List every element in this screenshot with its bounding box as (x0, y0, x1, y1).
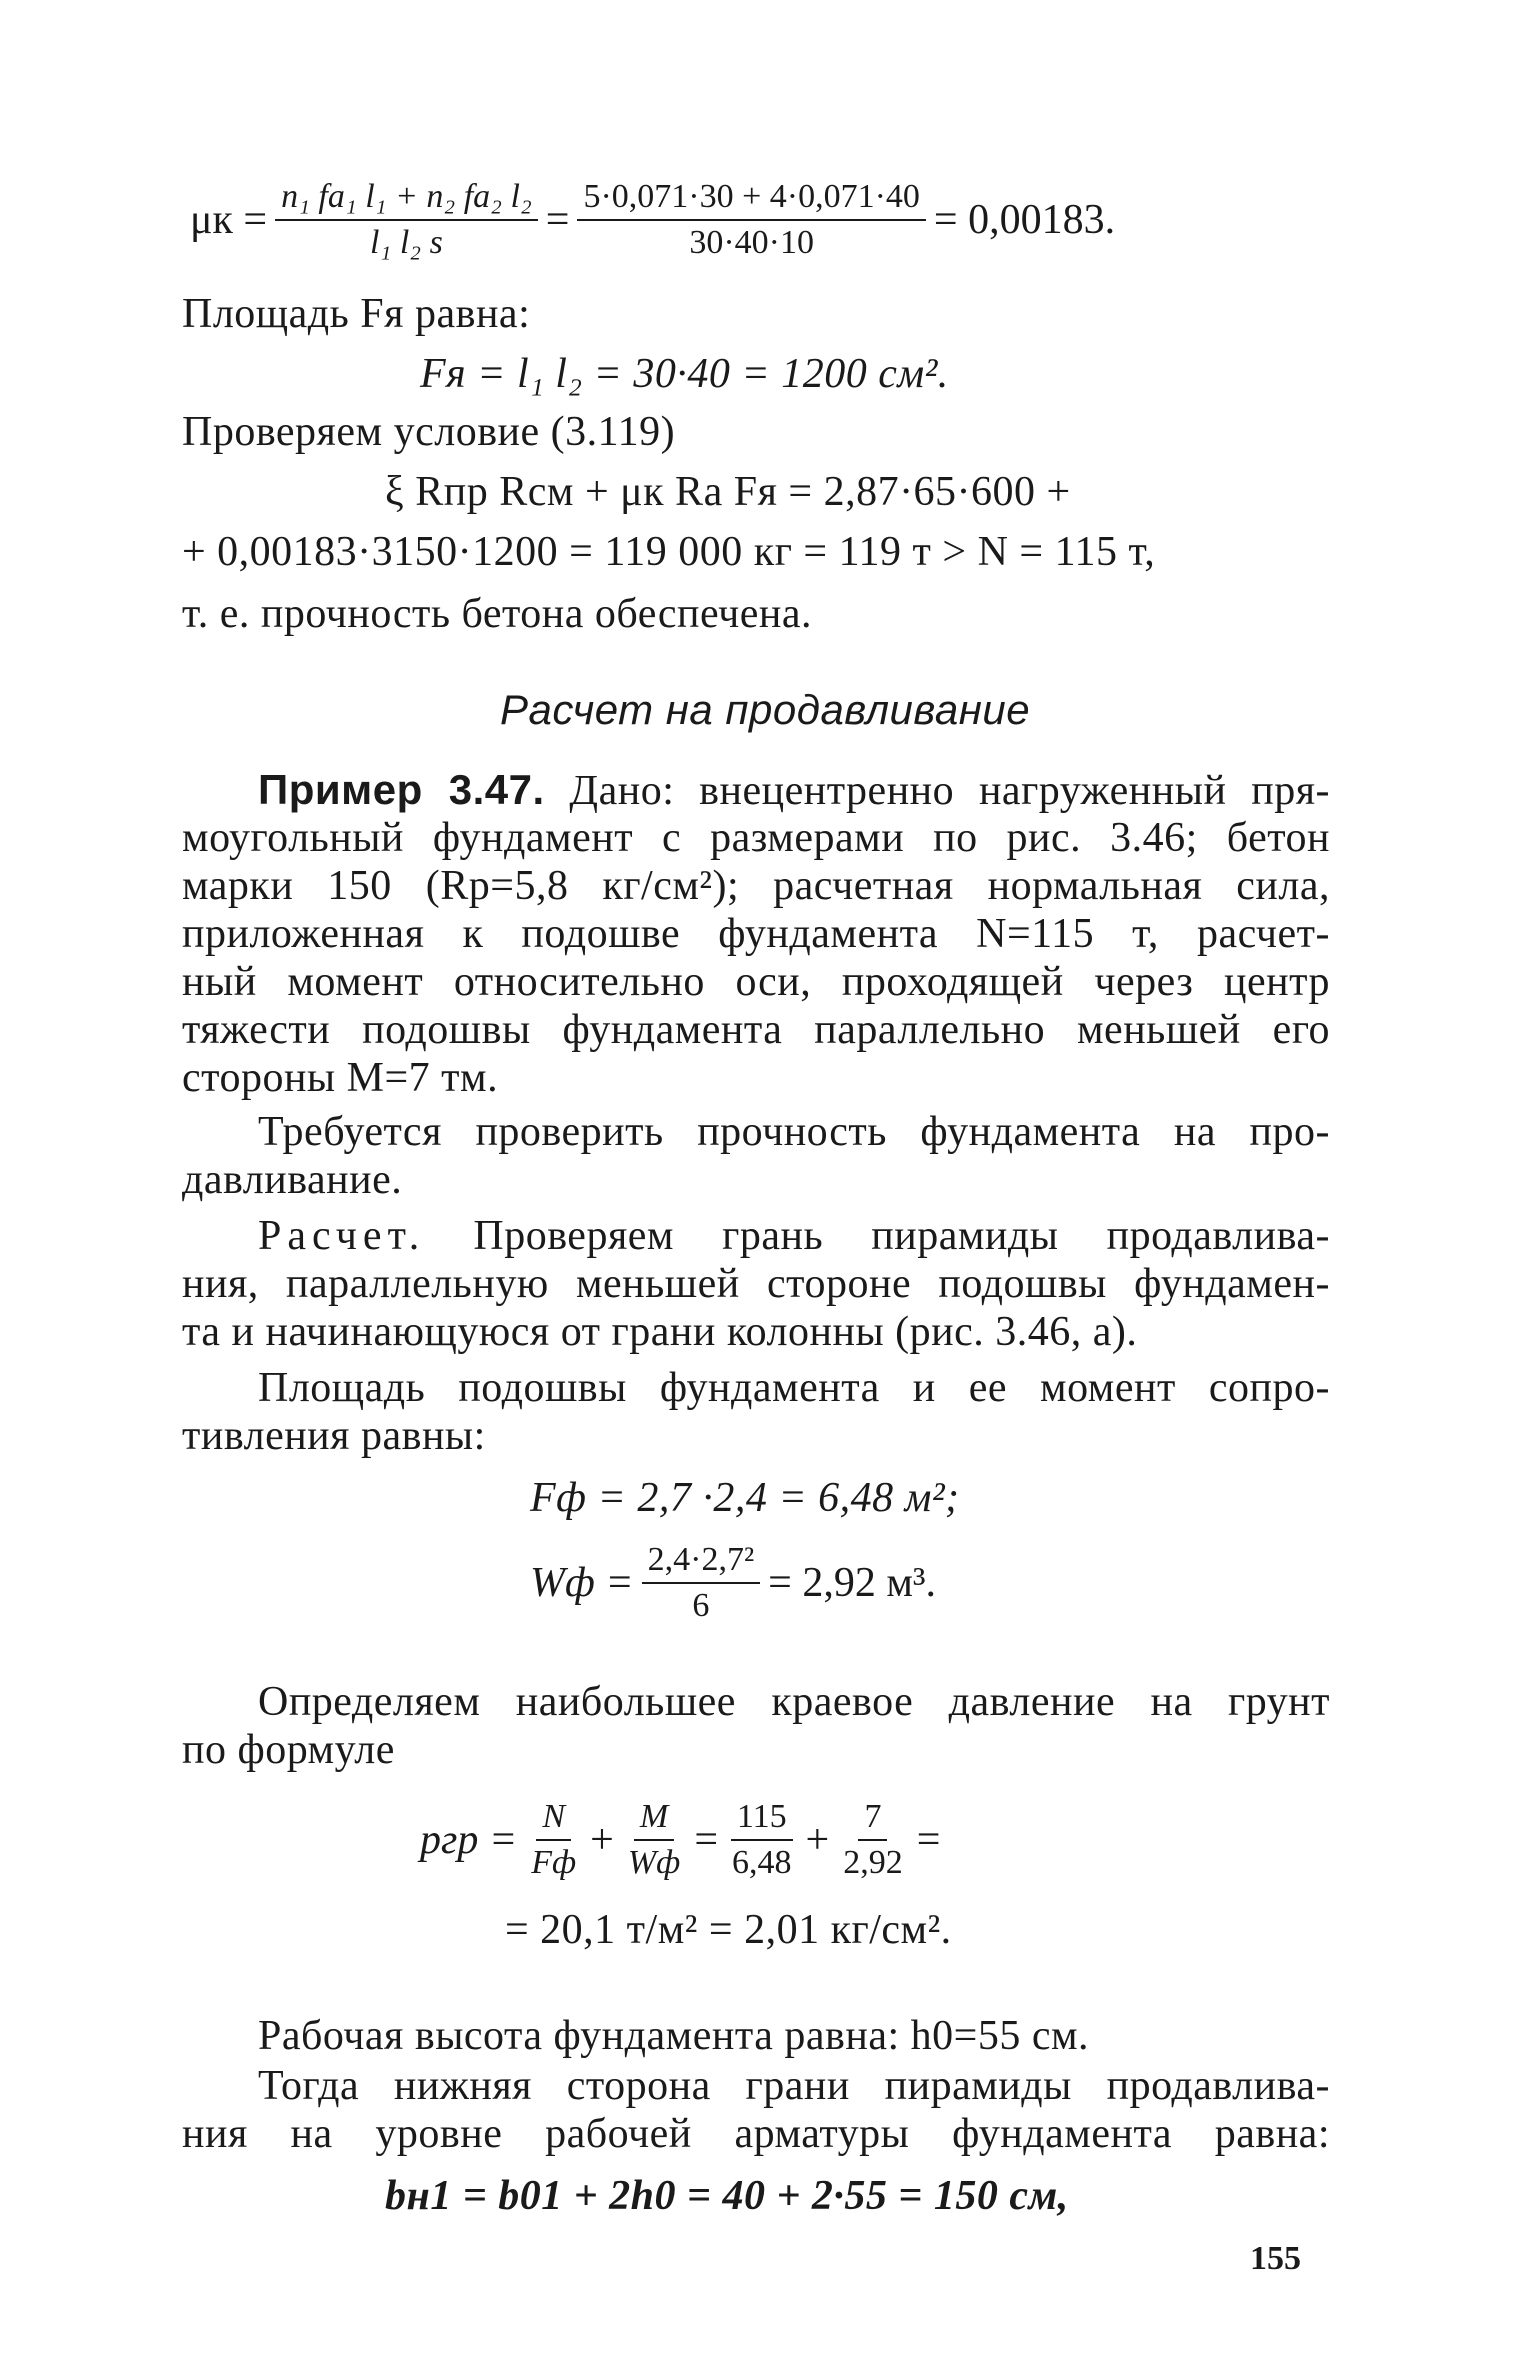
p-gr-plus-1: + (590, 1817, 614, 1863)
formula-condition-line-1: ξ Rпр Rсм + μк Rа Fя = 2,87·65·600 + (385, 469, 1071, 515)
p-gr-fraction-3 (726, 1797, 798, 1883)
area-moment-line-1: Площадь подошвы фундамента и ее момент сопро- (258, 1365, 1330, 1411)
lower-side-line-1: Тогда нижняя сторона грани пирамиды продавлива- (258, 2063, 1330, 2109)
formula-condition-line-2: + 0,00183·3150·1200 = 119 000 кг = 119 т > N = 115 т, (182, 529, 1156, 575)
w-f-numerator: 2,4·2,7² (642, 1540, 761, 1584)
example-line-5: ный момент относительно оси, проходящей через центр (182, 959, 1330, 1005)
p-gr-f1-den: Fф (531, 1844, 577, 1881)
p-gr-plus-2: + (805, 1817, 830, 1863)
p-gr-fraction-1 (525, 1797, 582, 1883)
p-gr-f1-num: N (536, 1797, 571, 1841)
example-line-3: марки 150 (Rр=5,8 кг/см²); расчетная нормальная сила, (182, 863, 1330, 909)
required-line-2: давливание. (182, 1157, 403, 1203)
lower-side-line-2: ния на уровне рабочей арматуры фундамента равна: (182, 2111, 1330, 2157)
calc-line-3: та и начинающуюся от грани колонны (рис. 3.46, а). (182, 1309, 1138, 1355)
work-height-text: Рабочая высота фундамента равна: h0=55 см. (258, 2013, 1090, 2059)
check-label: Проверяем условие (3.119) (182, 409, 676, 455)
p-gr-fraction-4 (837, 1797, 909, 1883)
p-gr-f2-den: Wф (627, 1844, 681, 1881)
p-gr-f2-num: M (634, 1797, 674, 1841)
formula-p-gr-line-2: = 20,1 т/м² = 2,01 кг/см². (505, 1907, 952, 1953)
section-title: Расчет на продавливание (500, 686, 1031, 733)
example-label: Пример 3.47. (258, 766, 545, 813)
example-line-4: приложенная к подошве фундамента N=115 т, расчет- (182, 911, 1330, 957)
p-gr-equals: = (694, 1817, 718, 1863)
example-line-7: стороны M=7 тм. (182, 1055, 499, 1101)
mu-k-numerator-numeric: 5·0,071·30 + 4·0,071·40 (577, 177, 925, 221)
example-line-2: моугольный фундамент с размерами по рис. 3.46; бетон (182, 815, 1330, 861)
formula-f-f: Fф = 2,7 ·2,4 = 6,48 м²; (530, 1475, 960, 1521)
formula-w-f (530, 1528, 936, 1638)
p-gr-f4-den: 2,92 (843, 1844, 903, 1881)
formula-b-n1: bн1 = b01 + 2h0 = 40 + 2·55 = 150 см, (385, 2173, 1069, 2219)
calc-line-2: ния, параллельную меньшей стороне подошвы фундамен- (182, 1261, 1330, 1307)
mu-k-fraction-numeric (577, 177, 925, 263)
w-f-denominator: 6 (692, 1587, 710, 1624)
mu-k-equals: = (545, 197, 570, 243)
w-f-rhs: = 2,92 м³. (768, 1560, 937, 1606)
mu-k-lhs: μк = (190, 197, 268, 243)
p-gr-lhs: pгр = (420, 1817, 518, 1863)
example-line-6: тяжести подошвы фундамента параллельно меньшей его (182, 1007, 1330, 1053)
calc-label: Расчет. (258, 1213, 426, 1259)
w-f-fraction (642, 1540, 761, 1626)
calc-line-1: Расчет. Проверяем грань пирамиды продавлива- (258, 1213, 1330, 1259)
max-pressure-line-2: по формуле (182, 1727, 395, 1773)
p-gr-equals-end: = (916, 1817, 941, 1863)
formula-p-gr (420, 1785, 940, 1895)
area-label: Площадь Fя равна: (182, 291, 531, 337)
page-number: 155 (1250, 2240, 1301, 2277)
strength-ok-text: т. е. прочность бетона обеспечена. (182, 591, 812, 637)
area-moment-line-2: тивления равны: (182, 1413, 486, 1459)
p-gr-f3-num: 115 (731, 1797, 793, 1841)
p-gr-f4-num: 7 (858, 1797, 887, 1841)
mu-k-fraction-symbolic (275, 177, 538, 263)
w-f-lhs: Wф = (530, 1560, 634, 1606)
formula-f-ya: Fя = l₁ l₂ = 30·40 = 1200 см². (420, 351, 949, 397)
mu-k-denominator-numeric: 30·40·10 (689, 224, 815, 261)
p-gr-f3-den: 6,48 (732, 1844, 792, 1881)
formula-mu-k (190, 160, 1115, 280)
required-line-1: Требуется проверить прочность фундамента на про- (258, 1109, 1330, 1155)
mu-k-numerator-symbolic: n₁ fа₁ l₁ + n₂ fа₂ l₂ (275, 177, 538, 221)
mu-k-denominator-symbolic: l₁ l₂ s (370, 224, 443, 261)
max-pressure-line-1: Определяем наибольшее краевое давление на грунт (258, 1679, 1330, 1725)
example-line-1: Пример 3.47. Дано: внецентренно нагруженный пря- (258, 766, 1331, 814)
mu-k-result: = 0,00183. (933, 197, 1116, 243)
p-gr-fraction-2 (622, 1797, 686, 1883)
